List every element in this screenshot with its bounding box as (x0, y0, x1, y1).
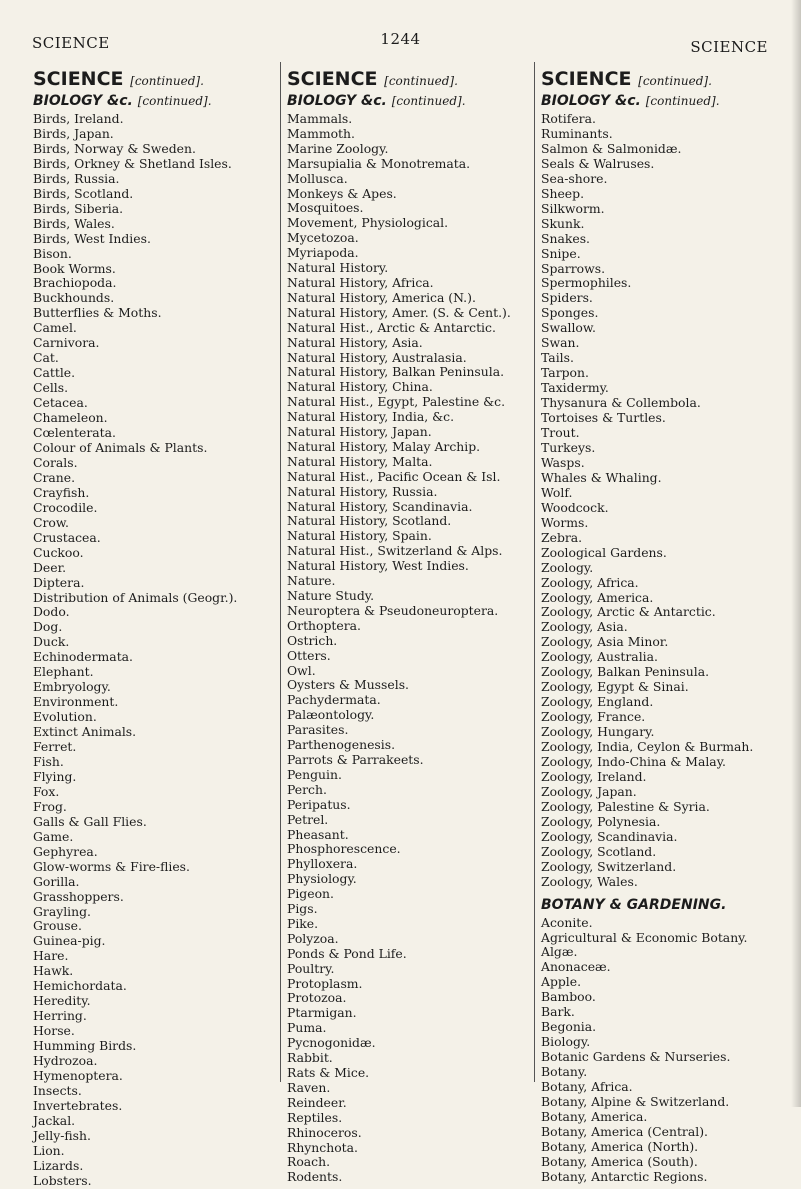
list-item: Zoology, Hungary. (541, 724, 655, 740)
list-item: Zoology, France. (541, 709, 646, 725)
list-item: Zoology, Ireland. (541, 768, 647, 784)
list-item: Sea-shore. (541, 170, 608, 186)
list-item: Spiders. (541, 290, 593, 306)
list-item: Botany, America. (541, 1108, 648, 1124)
list-item: Dog. (33, 619, 63, 635)
running-head-right: SCIENCE (690, 38, 768, 56)
column-1 (33, 68, 273, 1189)
list-item: Tarpon. (541, 365, 589, 381)
list-item: Hydrozoa. (33, 1053, 98, 1069)
list-item: Birds, Ireland. (33, 111, 124, 126)
entry-list (287, 112, 534, 1185)
column-3 (541, 68, 786, 1185)
list-item: Natural History, Balkan Peninsula. (287, 364, 505, 380)
list-item: Crustacea. (33, 529, 101, 545)
list-item: Corals. (33, 454, 78, 470)
list-item: Birds, Siberia. (33, 200, 124, 216)
list-item: Petrel. (287, 811, 329, 827)
list-item: Grayling. (33, 903, 91, 919)
list-item: Ponds & Pond Life. (287, 945, 407, 961)
list-item: Poultry. (287, 960, 335, 976)
list-item: Crocodile. (33, 499, 98, 515)
list-item: Zoology, Balkan Peninsula. (541, 664, 710, 680)
list-item: Natural Hist., Switzerland & Alps. (287, 543, 503, 559)
list-item: Anonaceæ. (541, 959, 611, 975)
list-item: Dodo. (33, 604, 70, 620)
list-item: Botany, America (South). (541, 1153, 698, 1169)
continued-label: [continued]. (391, 94, 466, 108)
list-item: Sheep. (541, 185, 585, 201)
list-item: Orthoptera. (287, 617, 361, 633)
list-item: Skunk. (541, 215, 585, 231)
continued-label: [continued]. (137, 94, 212, 108)
list-item: Zoology, India, Ceylon & Burmah. (541, 739, 754, 755)
list-item: Natural Hist., Egypt, Palestine &c. (287, 394, 506, 410)
entry-list (33, 112, 273, 1189)
list-item: Lion. (33, 1142, 65, 1158)
list-item: Cuckoo. (33, 544, 84, 560)
list-item: Sparrows. (541, 260, 606, 276)
list-item: Fish. (33, 753, 64, 769)
list-item: Cattle. (33, 365, 76, 381)
list-item: Salmon & Salmonidæ. (541, 140, 682, 156)
list-item: Grouse. (33, 918, 82, 934)
list-item: Oysters & Mussels. (287, 677, 409, 693)
list-item: Flying. (33, 768, 77, 784)
list-item: Swan. (541, 335, 580, 351)
list-item: Natural History, Scandinavia. (287, 498, 473, 514)
list-item: Natural Hist., Arctic & Antarctic. (287, 319, 496, 335)
list-item: Extinct Animals. (33, 724, 137, 740)
list-item: Natural History, Spain. (287, 528, 432, 544)
list-item: Insects. (33, 1082, 82, 1098)
continued-label: [continued]. (130, 74, 204, 88)
list-item: Bison. (33, 245, 72, 261)
list-item: Myriapoda. (287, 245, 359, 261)
list-item: Snipe. (541, 245, 581, 261)
list-item: Pachydermata. (287, 692, 381, 708)
list-item: Turkeys. (541, 439, 596, 455)
list-item: Gephyrea. (33, 843, 98, 859)
list-item: Aconite. (541, 914, 593, 930)
subsection-label: BIOLOGY &c. (287, 93, 387, 109)
list-item: Zoology, Arctic & Antarctic. (541, 604, 716, 620)
list-item: Silkworm. (541, 200, 605, 216)
list-item: Rhinoceros. (287, 1124, 362, 1140)
subsection-heading (287, 92, 534, 110)
list-item: Mycetozoa. (287, 230, 359, 246)
list-item: Wolf. (541, 484, 573, 500)
list-item: Biology. (541, 1034, 591, 1050)
list-item: Birds, Wales. (33, 215, 115, 231)
list-item: Swallow. (541, 320, 596, 336)
list-item: Brachiopoda. (33, 275, 117, 291)
list-item: Zoology, England. (541, 694, 654, 710)
list-item: Cetacea. (33, 395, 88, 411)
list-item: Frog. (33, 798, 67, 814)
list-item: Pike. (287, 915, 319, 931)
list-item: Wasps. (541, 454, 585, 470)
list-item: Butterflies & Moths. (33, 305, 162, 321)
list-item: Puma. (287, 1020, 327, 1036)
subsection-label: BIOLOGY &c. (541, 93, 641, 109)
section-label: SCIENCE (33, 68, 124, 90)
subsection-heading (33, 92, 273, 110)
list-item: Colour of Animals & Plants. (33, 439, 208, 455)
list-item: Cœlenterata. (33, 425, 116, 441)
list-item: Zoology, Asia. (541, 619, 628, 635)
list-item: Protozoa. (287, 990, 347, 1006)
list-item: Glow-worms & Fire-flies. (33, 858, 190, 874)
list-item: Bark. (541, 1004, 575, 1020)
list-item: Tortoises & Turtles. (541, 410, 666, 426)
list-item: Begonia. (541, 1019, 597, 1035)
list-item: Mammoth. (287, 125, 355, 141)
list-item: Natural Hist., Pacific Ocean & Isl. (287, 468, 501, 484)
list-item: Algæ. (541, 944, 578, 960)
list-item: Mammals. (287, 111, 353, 126)
list-item: Nature. (287, 573, 336, 589)
list-item: Zoology, America. (541, 589, 654, 605)
list-item: Zoology, Wales. (541, 873, 638, 889)
list-item: Rodents. (287, 1169, 343, 1185)
list-item: Cells. (33, 380, 69, 396)
list-item: Birds, Norway & Sweden. (33, 140, 196, 156)
list-item: Nature Study. (287, 588, 375, 603)
list-item: Heredity. (33, 993, 91, 1009)
list-item: Perch. (287, 781, 327, 797)
list-item: Birds, Scotland. (33, 185, 134, 201)
list-item: Buckhounds. (33, 290, 115, 306)
list-item: Reindeer. (287, 1094, 347, 1110)
list-item: Peripatus. (287, 796, 351, 812)
list-item: Rats & Mice. (287, 1065, 370, 1080)
list-item: Deer. (33, 559, 67, 575)
list-item: Agricultural & Economic Botany. (541, 929, 748, 945)
list-item: Zoology, Polynesia. (541, 813, 661, 829)
list-item: Book Worms. (33, 260, 116, 276)
list-item: Botany, Alpine & Switzerland. (541, 1094, 730, 1109)
list-item: Grasshoppers. (33, 888, 124, 904)
section-heading (33, 68, 273, 92)
list-item: Lobsters. (33, 1172, 92, 1188)
list-item: Parrots & Parrakeets. (287, 751, 424, 767)
list-item: Natural History, Japan. (287, 424, 432, 440)
list-item: Invertebrates. (33, 1097, 123, 1113)
list-item: Birds, Russia. (33, 170, 120, 186)
list-item: Evolution. (33, 709, 97, 725)
list-item: Owl. (287, 662, 316, 678)
list-item: Jackal. (33, 1112, 76, 1128)
section-heading (541, 68, 786, 92)
list-item: Distribution of Animals (Geogr.). (33, 589, 238, 605)
list-item: Lizards. (33, 1157, 84, 1173)
list-item: Seals & Walruses. (541, 155, 655, 171)
list-item: Mollusca. (287, 170, 348, 186)
section-heading (287, 68, 534, 92)
list-item: Zoology, Japan. (541, 783, 637, 799)
list-item: Raven. (287, 1079, 331, 1095)
list-item: Marine Zoology. (287, 140, 389, 156)
column-divider (534, 62, 535, 1082)
list-item: Neuroptera & Pseudoneuroptera. (287, 602, 499, 618)
list-item: Natural History, Malay Archip. (287, 438, 481, 454)
list-item: Ruminants. (541, 125, 613, 141)
list-item: Zebra. (541, 529, 583, 545)
list-item: Natural History, Amer. (S. & Cent.). (287, 304, 511, 320)
list-item: Tails. (541, 350, 574, 366)
list-item: Bamboo. (541, 989, 596, 1005)
list-item: Rotifera. (541, 111, 596, 126)
list-item: Parthenogenesis. (287, 737, 396, 753)
list-item: Environment. (33, 694, 119, 710)
list-item: Natural History, Scotland. (287, 513, 452, 529)
list-item: Zoology, Scotland. (541, 843, 657, 859)
list-item: Birds, West Indies. (33, 230, 151, 246)
continued-label: [continued]. (638, 74, 712, 88)
list-item: Botany, Antarctic Regions. (541, 1168, 708, 1184)
list-item: Crow. (33, 514, 69, 530)
list-item: Birds, Japan. (33, 125, 114, 141)
list-item: Cat. (33, 350, 59, 366)
list-item: Rabbit. (287, 1050, 333, 1066)
list-item: Natural History, Asia. (287, 334, 423, 350)
list-item: Ptarmigan. (287, 1005, 357, 1021)
list-item: Rhynchota. (287, 1139, 358, 1155)
list-item: Natural History, Africa. (287, 274, 434, 290)
list-item: Natural History. (287, 260, 389, 276)
list-item: Movement, Physiological. (287, 215, 449, 231)
list-item: Roach. (287, 1154, 331, 1170)
list-item: Hawk. (33, 963, 74, 979)
list-item: Embryology. (33, 679, 111, 695)
list-item: Protoplasm. (287, 975, 363, 991)
list-item: Birds, Orkney & Shetland Isles. (33, 155, 232, 171)
list-item: Spermophiles. (541, 275, 632, 291)
list-item: Botany, America (North). (541, 1138, 699, 1154)
continued-label: [continued]. (384, 74, 458, 88)
list-item: Natural History, Australasia. (287, 349, 467, 365)
column-2 (287, 68, 534, 1185)
list-item: Zoology, Australia. (541, 649, 658, 665)
list-item: Snakes. (541, 230, 590, 246)
list-item: Zoology, Asia Minor. (541, 634, 669, 650)
list-item: Guinea-pig. (33, 933, 106, 949)
list-item: Worms. (541, 514, 589, 530)
continued-label: [continued]. (645, 94, 720, 108)
list-item: Camel. (33, 320, 77, 336)
list-item: Zoological Gardens. (541, 544, 667, 560)
list-item: Zoology, Palestine & Syria. (541, 798, 710, 814)
list-item: Pigeon. (287, 886, 334, 902)
list-item: Zoology, Indo-China & Malay. (541, 753, 726, 769)
list-item: Marsupialia & Monotremata. (287, 155, 471, 171)
list-item: Thysanura & Collembola. (541, 395, 701, 411)
entry-list (541, 112, 786, 890)
list-item: Polyzoa. (287, 930, 339, 946)
list-item: Botany, Africa. (541, 1079, 633, 1095)
running-head-left: SCIENCE (32, 34, 110, 52)
list-item: Sponges. (541, 305, 599, 321)
list-item: Zoology, Switzerland. (541, 858, 677, 874)
subsection-heading (541, 92, 786, 110)
list-item: Mosquitoes. (287, 200, 364, 216)
list-item: Duck. (33, 634, 70, 650)
list-item: Gorilla. (33, 873, 80, 889)
list-item: Crayfish. (33, 484, 90, 500)
list-item: Pycnogonidæ. (287, 1035, 376, 1051)
list-item: Hemichordata. (33, 978, 127, 994)
page-edge-shadow (791, 0, 801, 1107)
list-item: Herring. (33, 1008, 87, 1024)
entry-list (541, 916, 786, 1185)
column-divider (280, 62, 281, 1082)
section-label: SCIENCE (541, 68, 632, 90)
list-item: Whales & Whaling. (541, 469, 662, 485)
list-item: Zoology, Africa. (541, 574, 639, 590)
list-item: Carnivora. (33, 335, 100, 351)
list-item: Natural History, China. (287, 379, 433, 395)
list-item: Ferret. (33, 739, 77, 755)
list-item: Zoology. (541, 559, 594, 575)
list-item: Monkeys & Apes. (287, 185, 397, 201)
list-item: Crane. (33, 469, 76, 485)
list-item: Otters. (287, 647, 331, 663)
list-item: Phylloxera. (287, 856, 358, 872)
list-item: Physiology. (287, 871, 357, 887)
list-item: Natural History, India, &c. (287, 409, 455, 425)
list-item: Natural History, America (N.). (287, 289, 476, 305)
list-item: Jelly-fish. (33, 1127, 91, 1143)
list-item: Reptiles. (287, 1109, 343, 1125)
list-item: Apple. (541, 974, 582, 990)
list-item: Diptera. (33, 574, 85, 590)
list-item: Galls & Gall Flies. (33, 813, 147, 829)
botany-heading: BOTANY & GARDENING. (541, 896, 727, 913)
list-item: Hymenoptera. (33, 1068, 123, 1083)
list-item: Zoology, Scandinavia. (541, 828, 678, 844)
list-item: Ostrich. (287, 632, 338, 648)
list-item: Woodcock. (541, 499, 609, 515)
page-number: 1244 (380, 30, 421, 48)
list-item: Botany. (541, 1064, 588, 1080)
list-item: Pheasant. (287, 826, 349, 842)
list-item: Botanic Gardens & Nurseries. (541, 1049, 731, 1065)
list-item: Echinodermata. (33, 649, 133, 665)
list-item: Horse. (33, 1023, 75, 1039)
section-label: SCIENCE (287, 68, 378, 90)
list-item: Pigs. (287, 901, 318, 917)
subsection-label: BIOLOGY &c. (33, 93, 133, 109)
list-item: Taxidermy. (541, 380, 609, 396)
list-item: Zoology, Egypt & Sinai. (541, 679, 689, 695)
list-item: Fox. (33, 783, 60, 799)
list-item: Palæontology. (287, 707, 375, 723)
list-item: Humming Birds. (33, 1038, 137, 1054)
list-item: Natural History, West Indies. (287, 558, 469, 574)
list-item: Parasites. (287, 722, 349, 738)
list-item: Trout. (541, 425, 580, 441)
list-item: Game. (33, 828, 74, 844)
list-item: Penguin. (287, 766, 342, 782)
list-item: Elephant. (33, 664, 94, 680)
list-item: Botany, America (Central). (541, 1123, 708, 1139)
list-item: Chameleon. (33, 410, 108, 426)
list-item: Natural History, Malta. (287, 453, 433, 469)
list-item: Natural History, Russia. (287, 483, 438, 499)
list-item: Hare. (33, 948, 69, 964)
list-item: Phosphorescence. (287, 841, 401, 857)
